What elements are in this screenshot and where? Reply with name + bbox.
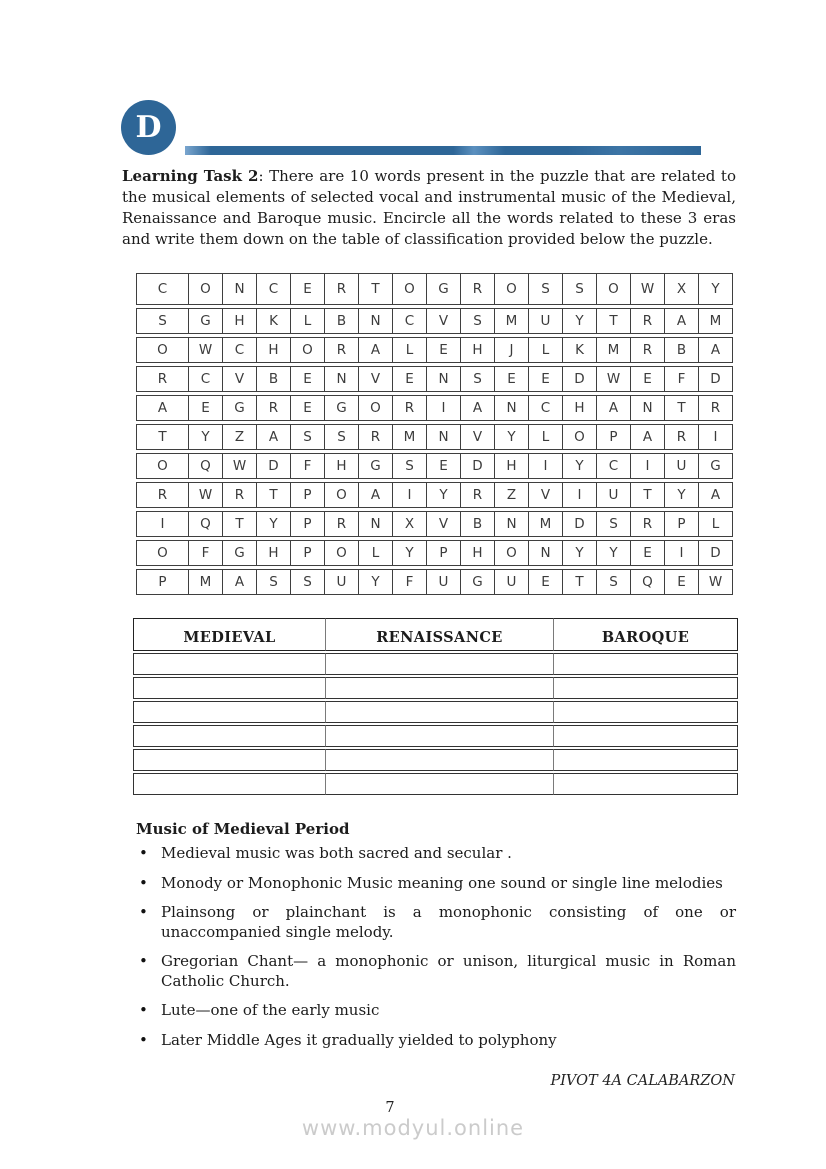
puzzle-cell: I — [426, 395, 461, 421]
puzzle-cell: O — [188, 273, 223, 305]
puzzle-cell: V — [426, 308, 461, 334]
puzzle-cell: Z — [222, 424, 257, 450]
puzzle-cell: P — [290, 482, 325, 508]
classification-empty-cell — [325, 725, 554, 747]
puzzle-cell: O — [494, 273, 529, 305]
puzzle-cell: S — [392, 453, 427, 479]
classification-empty-row — [133, 749, 738, 771]
puzzle-cell: A — [256, 424, 291, 450]
section-heading: Music of Medieval Period — [136, 820, 350, 838]
puzzle-cell: S — [460, 366, 495, 392]
puzzle-cell: Y — [256, 511, 291, 537]
puzzle-cell: R — [630, 337, 665, 363]
puzzle-row — [136, 395, 733, 421]
puzzle-cell: R — [358, 424, 393, 450]
bullet-list — [137, 844, 736, 1060]
puzzle-cell: O — [358, 395, 393, 421]
puzzle-cell: V — [460, 424, 495, 450]
puzzle-cell: I — [528, 453, 563, 479]
puzzle-cell: A — [358, 337, 393, 363]
puzzle-cell: N — [358, 511, 393, 537]
classification-empty-cell — [325, 749, 554, 771]
puzzle-cell: D — [460, 453, 495, 479]
puzzle-cell: U — [324, 569, 359, 595]
puzzle-row — [136, 308, 733, 334]
puzzle-cell: D — [256, 453, 291, 479]
puzzle-cell: W — [630, 273, 665, 305]
puzzle-cell: O — [324, 482, 359, 508]
puzzle-cell: V — [528, 482, 563, 508]
puzzle-cell: V — [358, 366, 393, 392]
puzzle-cell: Y — [392, 540, 427, 566]
puzzle-cell: E — [630, 366, 665, 392]
puzzle-row — [136, 569, 733, 595]
puzzle-cell: X — [664, 273, 699, 305]
puzzle-cell: S — [596, 511, 631, 537]
classification-table — [133, 618, 738, 797]
puzzle-cell: N — [528, 540, 563, 566]
puzzle-cell: E — [528, 366, 563, 392]
puzzle-cell: C — [136, 273, 189, 305]
puzzle-cell: R — [222, 482, 257, 508]
puzzle-cell: L — [392, 337, 427, 363]
task-text: : There are 10 words present in the puzzle that are related to the musical elements of selected vocal and instrumental music of the Medieval, Renaissance and Baroque music. Encircle all the words related to these 3 eras and write them down on the table of classification provided below the puzzle. — [122, 167, 736, 248]
puzzle-cell: S — [290, 569, 325, 595]
classification-empty-cell — [133, 773, 326, 795]
puzzle-cell: B — [256, 366, 291, 392]
classification-empty-cell — [553, 749, 738, 771]
classification-empty-cell — [553, 653, 738, 675]
classification-header-cell: BAROQUE — [553, 618, 738, 651]
bullet-item: • Monody or Monophonic Music meaning one sound or single line melodies — [137, 874, 736, 894]
puzzle-cell: R — [256, 395, 291, 421]
puzzle-row — [136, 337, 733, 363]
puzzle-cell: U — [426, 569, 461, 595]
puzzle-cell: A — [630, 424, 665, 450]
puzzle-cell: Y — [596, 540, 631, 566]
puzzle-cell: A — [358, 482, 393, 508]
puzzle-cell: E — [494, 366, 529, 392]
classification-empty-cell — [133, 725, 326, 747]
puzzle-cell: H — [460, 540, 495, 566]
puzzle-cell: Y — [494, 424, 529, 450]
puzzle-cell: H — [256, 540, 291, 566]
puzzle-cell: Q — [188, 511, 223, 537]
puzzle-row — [136, 273, 733, 305]
puzzle-cell: A — [664, 308, 699, 334]
classification-empty-cell — [133, 749, 326, 771]
classification-empty-cell — [133, 653, 326, 675]
puzzle-cell: Y — [562, 308, 597, 334]
puzzle-cell: M — [596, 337, 631, 363]
puzzle-cell: R — [392, 395, 427, 421]
puzzle-cell: G — [222, 395, 257, 421]
imprint-text: PIVOT 4A CALABARZON — [550, 1073, 735, 1089]
puzzle-cell: R — [698, 395, 733, 421]
puzzle-cell: N — [222, 273, 257, 305]
puzzle-cell: C — [256, 273, 291, 305]
puzzle-cell: M — [698, 308, 733, 334]
puzzle-cell: I — [392, 482, 427, 508]
puzzle-row — [136, 482, 733, 508]
puzzle-cell: A — [460, 395, 495, 421]
task-label: Learning Task 2 — [122, 167, 259, 185]
puzzle-cell: G — [222, 540, 257, 566]
puzzle-cell: F — [392, 569, 427, 595]
classification-empty-cell — [553, 725, 738, 747]
puzzle-cell: N — [494, 511, 529, 537]
puzzle-cell: W — [188, 482, 223, 508]
classification-empty-cell — [325, 701, 554, 723]
classification-empty-row — [133, 677, 738, 699]
puzzle-cell: N — [630, 395, 665, 421]
puzzle-cell: F — [290, 453, 325, 479]
bullet-item: • Lute—one of the early music — [137, 1001, 736, 1021]
puzzle-cell: C — [392, 308, 427, 334]
puzzle-cell: A — [136, 395, 189, 421]
puzzle-cell: E — [392, 366, 427, 392]
page-number: 7 — [385, 1100, 395, 1116]
puzzle-cell: N — [426, 424, 461, 450]
puzzle-cell: H — [460, 337, 495, 363]
puzzle-cell: Y — [698, 273, 733, 305]
puzzle-cell: H — [256, 337, 291, 363]
puzzle-cell: A — [222, 569, 257, 595]
puzzle-row — [136, 453, 733, 479]
puzzle-cell: T — [256, 482, 291, 508]
bullet-item: • Later Middle Ages it gradually yielded to polyphony — [137, 1031, 736, 1051]
puzzle-cell: J — [494, 337, 529, 363]
puzzle-cell: B — [324, 308, 359, 334]
puzzle-cell: A — [596, 395, 631, 421]
puzzle-cell: V — [222, 366, 257, 392]
puzzle-cell: E — [528, 569, 563, 595]
puzzle-cell: R — [136, 482, 189, 508]
puzzle-cell: O — [136, 337, 189, 363]
puzzle-cell: O — [494, 540, 529, 566]
puzzle-cell: L — [528, 337, 563, 363]
puzzle-cell: H — [222, 308, 257, 334]
puzzle-cell: E — [188, 395, 223, 421]
puzzle-cell: N — [426, 366, 461, 392]
section-badge — [121, 100, 176, 155]
puzzle-cell: P — [290, 511, 325, 537]
puzzle-cell: O — [290, 337, 325, 363]
puzzle-cell: K — [562, 337, 597, 363]
puzzle-cell: I — [136, 511, 189, 537]
puzzle-cell: T — [630, 482, 665, 508]
puzzle-cell: W — [698, 569, 733, 595]
bullet-item: • Gregorian Chant— a monophonic or unison, liturgical music in Roman Catholic Church. — [137, 952, 736, 991]
puzzle-cell: E — [664, 569, 699, 595]
puzzle-cell: O — [324, 540, 359, 566]
classification-header-row — [133, 618, 738, 651]
puzzle-cell: U — [596, 482, 631, 508]
puzzle-cell: H — [324, 453, 359, 479]
puzzle-cell: H — [494, 453, 529, 479]
puzzle-cell: M — [188, 569, 223, 595]
puzzle-cell: W — [596, 366, 631, 392]
classification-empty-cell — [133, 701, 326, 723]
puzzle-cell: B — [664, 337, 699, 363]
puzzle-row — [136, 511, 733, 537]
puzzle-cell: E — [290, 366, 325, 392]
classification-empty-row — [133, 725, 738, 747]
puzzle-cell: T — [664, 395, 699, 421]
puzzle-cell: D — [562, 366, 597, 392]
puzzle-cell: B — [460, 511, 495, 537]
classification-header-cell: RENAISSANCE — [325, 618, 554, 651]
puzzle-cell: P — [664, 511, 699, 537]
puzzle-cell: D — [698, 540, 733, 566]
puzzle-cell: Q — [630, 569, 665, 595]
puzzle-cell: C — [528, 395, 563, 421]
puzzle-cell: G — [698, 453, 733, 479]
puzzle-cell: G — [460, 569, 495, 595]
classification-empty-cell — [553, 773, 738, 795]
puzzle-cell: M — [528, 511, 563, 537]
puzzle-cell: Y — [426, 482, 461, 508]
puzzle-cell: O — [136, 453, 189, 479]
puzzle-cell: S — [460, 308, 495, 334]
puzzle-cell: K — [256, 308, 291, 334]
classification-empty-row — [133, 653, 738, 675]
section-badge-letter: D — [135, 110, 162, 145]
classification-empty-cell — [133, 677, 326, 699]
puzzle-cell: T — [136, 424, 189, 450]
classification-empty-cell — [325, 653, 554, 675]
classification-empty-row — [133, 701, 738, 723]
puzzle-cell: A — [698, 337, 733, 363]
puzzle-cell: Y — [188, 424, 223, 450]
puzzle-cell: I — [664, 540, 699, 566]
puzzle-cell: Q — [188, 453, 223, 479]
puzzle-cell: I — [562, 482, 597, 508]
puzzle-cell: G — [324, 395, 359, 421]
puzzle-cell: U — [664, 453, 699, 479]
puzzle-cell: D — [698, 366, 733, 392]
puzzle-cell: S — [324, 424, 359, 450]
puzzle-cell: N — [324, 366, 359, 392]
puzzle-cell: R — [664, 424, 699, 450]
puzzle-cell: N — [358, 308, 393, 334]
task-instructions — [122, 166, 736, 250]
puzzle-row — [136, 366, 733, 392]
classification-empty-row — [133, 773, 738, 795]
puzzle-cell: S — [528, 273, 563, 305]
puzzle-cell: O — [596, 273, 631, 305]
puzzle-cell: U — [494, 569, 529, 595]
classification-header-cell: MEDIEVAL — [133, 618, 326, 651]
classification-empty-cell — [553, 701, 738, 723]
puzzle-cell: Y — [562, 540, 597, 566]
puzzle-cell: O — [392, 273, 427, 305]
puzzle-cell: L — [528, 424, 563, 450]
puzzle-cell: T — [562, 569, 597, 595]
puzzle-cell: T — [222, 511, 257, 537]
puzzle-cell: S — [562, 273, 597, 305]
puzzle-cell: U — [528, 308, 563, 334]
puzzle-row — [136, 424, 733, 450]
puzzle-cell: C — [222, 337, 257, 363]
puzzle-cell: W — [222, 453, 257, 479]
puzzle-cell: P — [290, 540, 325, 566]
puzzle-cell: P — [136, 569, 189, 595]
puzzle-cell: S — [136, 308, 189, 334]
puzzle-cell: V — [426, 511, 461, 537]
puzzle-cell: G — [426, 273, 461, 305]
puzzle-cell: A — [698, 482, 733, 508]
puzzle-cell: E — [290, 273, 325, 305]
puzzle-cell: O — [136, 540, 189, 566]
puzzle-cell: R — [630, 511, 665, 537]
puzzle-cell: S — [256, 569, 291, 595]
puzzle-cell: T — [596, 308, 631, 334]
puzzle-cell: M — [494, 308, 529, 334]
puzzle-cell: C — [596, 453, 631, 479]
puzzle-cell: S — [596, 569, 631, 595]
puzzle-cell: P — [426, 540, 461, 566]
puzzle-cell: L — [290, 308, 325, 334]
puzzle-cell: N — [494, 395, 529, 421]
word-search-grid — [136, 273, 733, 598]
puzzle-cell: R — [630, 308, 665, 334]
puzzle-cell: M — [392, 424, 427, 450]
puzzle-cell: E — [630, 540, 665, 566]
bullet-item: • Medieval music was both sacred and secular . — [137, 844, 736, 864]
puzzle-cell: P — [596, 424, 631, 450]
puzzle-cell: W — [188, 337, 223, 363]
puzzle-cell: T — [358, 273, 393, 305]
classification-empty-cell — [325, 677, 554, 699]
puzzle-cell: E — [290, 395, 325, 421]
puzzle-cell: H — [562, 395, 597, 421]
puzzle-cell: O — [562, 424, 597, 450]
puzzle-cell: F — [664, 366, 699, 392]
puzzle-cell: F — [188, 540, 223, 566]
puzzle-cell: L — [358, 540, 393, 566]
puzzle-cell: R — [460, 482, 495, 508]
puzzle-cell: Y — [358, 569, 393, 595]
puzzle-cell: R — [460, 273, 495, 305]
puzzle-cell: G — [188, 308, 223, 334]
puzzle-cell: D — [562, 511, 597, 537]
puzzle-cell: Y — [664, 482, 699, 508]
puzzle-cell: R — [324, 273, 359, 305]
puzzle-cell: I — [630, 453, 665, 479]
puzzle-cell: Y — [562, 453, 597, 479]
puzzle-cell: C — [188, 366, 223, 392]
watermark-text: www.modyul.online — [301, 1116, 525, 1140]
puzzle-cell: X — [392, 511, 427, 537]
puzzle-cell: R — [136, 366, 189, 392]
classification-empty-cell — [553, 677, 738, 699]
puzzle-cell: E — [426, 453, 461, 479]
puzzle-cell: Z — [494, 482, 529, 508]
puzzle-cell: S — [290, 424, 325, 450]
classification-empty-cell — [325, 773, 554, 795]
accent-bar — [185, 146, 701, 155]
puzzle-cell: R — [324, 337, 359, 363]
puzzle-cell: I — [698, 424, 733, 450]
puzzle-cell: E — [426, 337, 461, 363]
puzzle-row — [136, 540, 733, 566]
bullet-item: • Plainsong or plainchant is a monophonic consisting of one or unaccompanied single melody. — [137, 903, 736, 942]
puzzle-cell: R — [324, 511, 359, 537]
puzzle-cell: L — [698, 511, 733, 537]
puzzle-cell: G — [358, 453, 393, 479]
